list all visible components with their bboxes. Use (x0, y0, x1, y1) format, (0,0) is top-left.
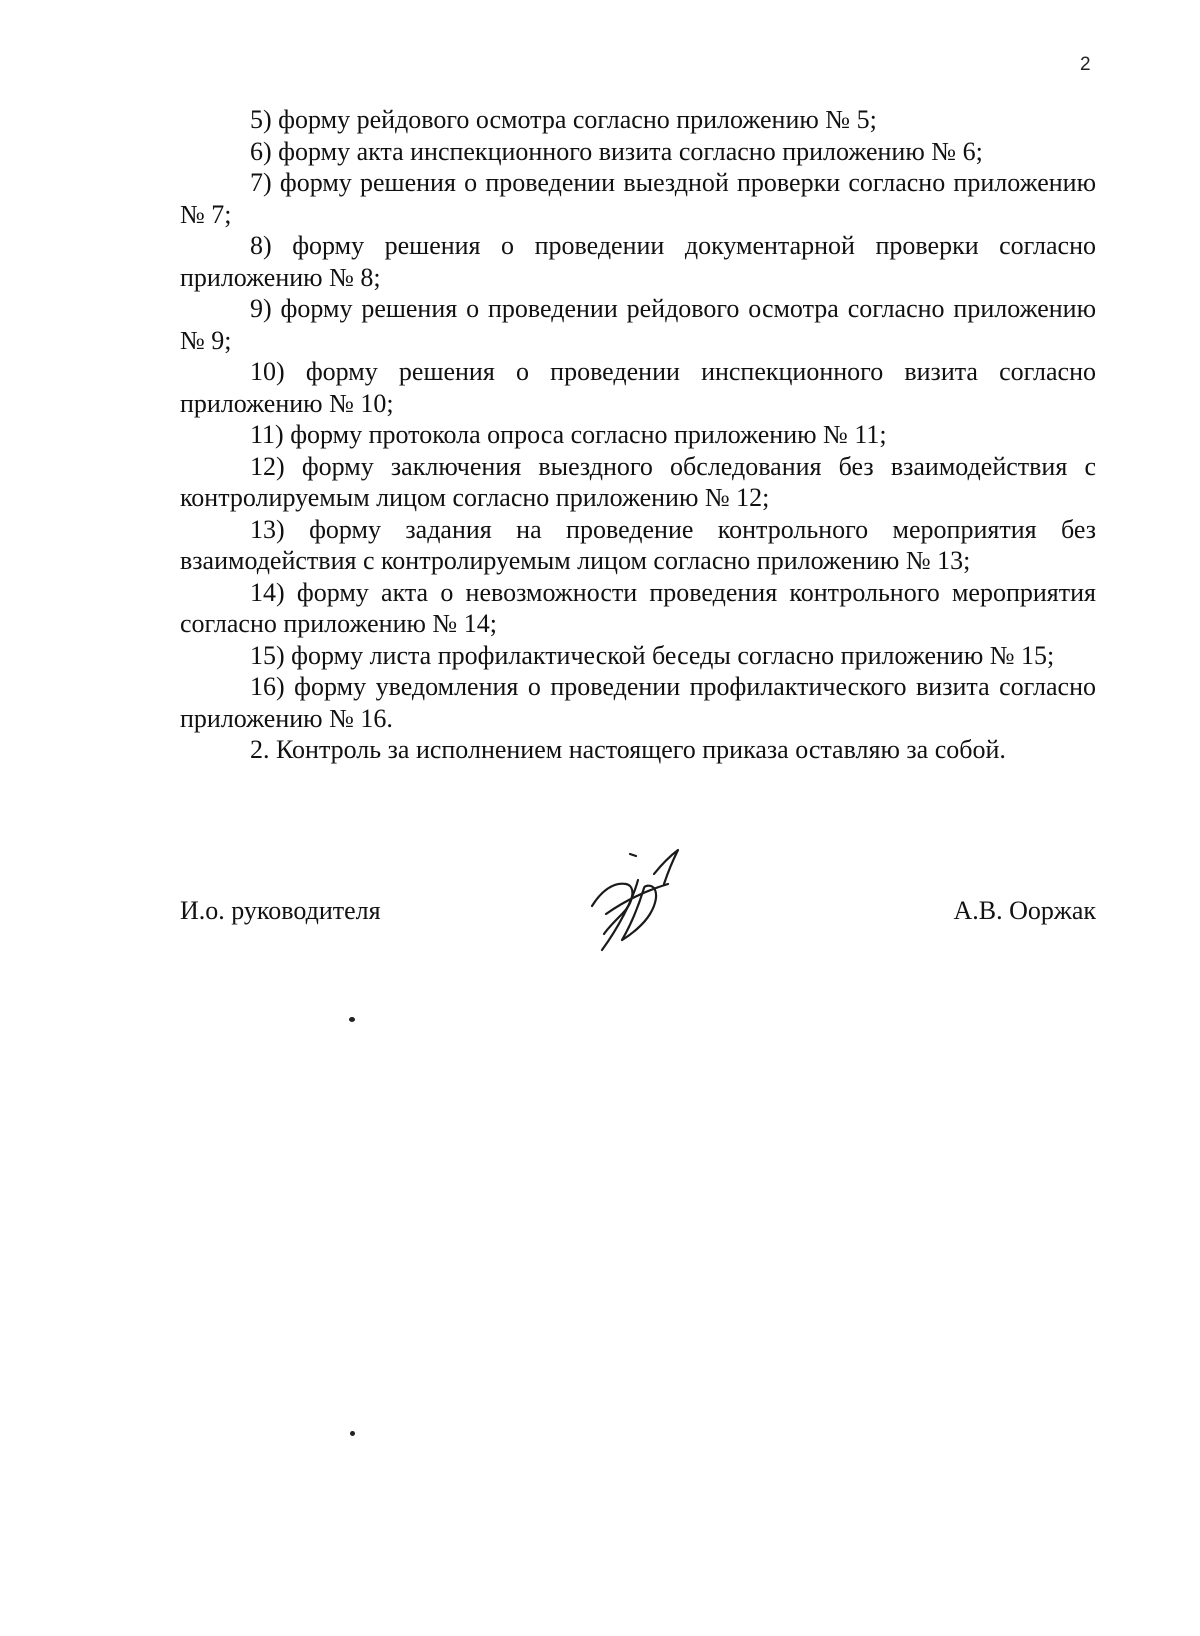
list-item: 12) форму заключения выездного обследования без взаимодействия с контролируемым лицом согласно приложению № 12; (180, 451, 1096, 512)
list-item: 14) форму акта о невозможности проведения контрольного мероприятия согласно приложению № 14; (180, 577, 1096, 638)
scan-speck (350, 1431, 355, 1436)
page-number: 2 (1080, 54, 1091, 75)
list-item: 11) форму протокола опроса согласно приложению № 11; (250, 420, 887, 449)
list-item: 16) форму уведомления о проведении профилактического визита согласно приложению № 16. (180, 672, 1096, 733)
list-item: 9) форму решения о проведении рейдового осмотра согласно приложению № 9; (180, 294, 1096, 355)
list-item: 15) форму листа профилактической беседы согласно приложению № 15; (250, 640, 1055, 670)
list-item: 13) форму задания на проведение контрольного мероприятия без взаимодействия с контролируемым лицом согласно приложению № 13; (180, 514, 1096, 575)
scan-speck (349, 1017, 355, 1022)
document-body (180, 104, 1096, 766)
list-item: 5) форму рейдового осмотра согласно приложению № 5; (250, 105, 877, 134)
closing-paragraph: 2. Контроль за исполнением настоящего приказа оставляю за собой. (250, 735, 1006, 764)
list-item: 6) форму акта инспекционного визита согласно приложению № 6; (250, 136, 983, 166)
list-item: 10) форму решения о проведении инспекционного визита согласно приложению № 10; (180, 357, 1096, 418)
list-item: 7) форму решения о проведении выездной проверки согласно приложению № 7; (180, 168, 1096, 229)
signatory-position: И.о. руководителя (180, 896, 381, 925)
signatory-name: А.В. Ооржак (953, 896, 1096, 925)
handwritten-signature (578, 844, 698, 954)
list-item: 8) форму решения о проведении документарной проверки согласно приложению № 8; (180, 231, 1096, 292)
